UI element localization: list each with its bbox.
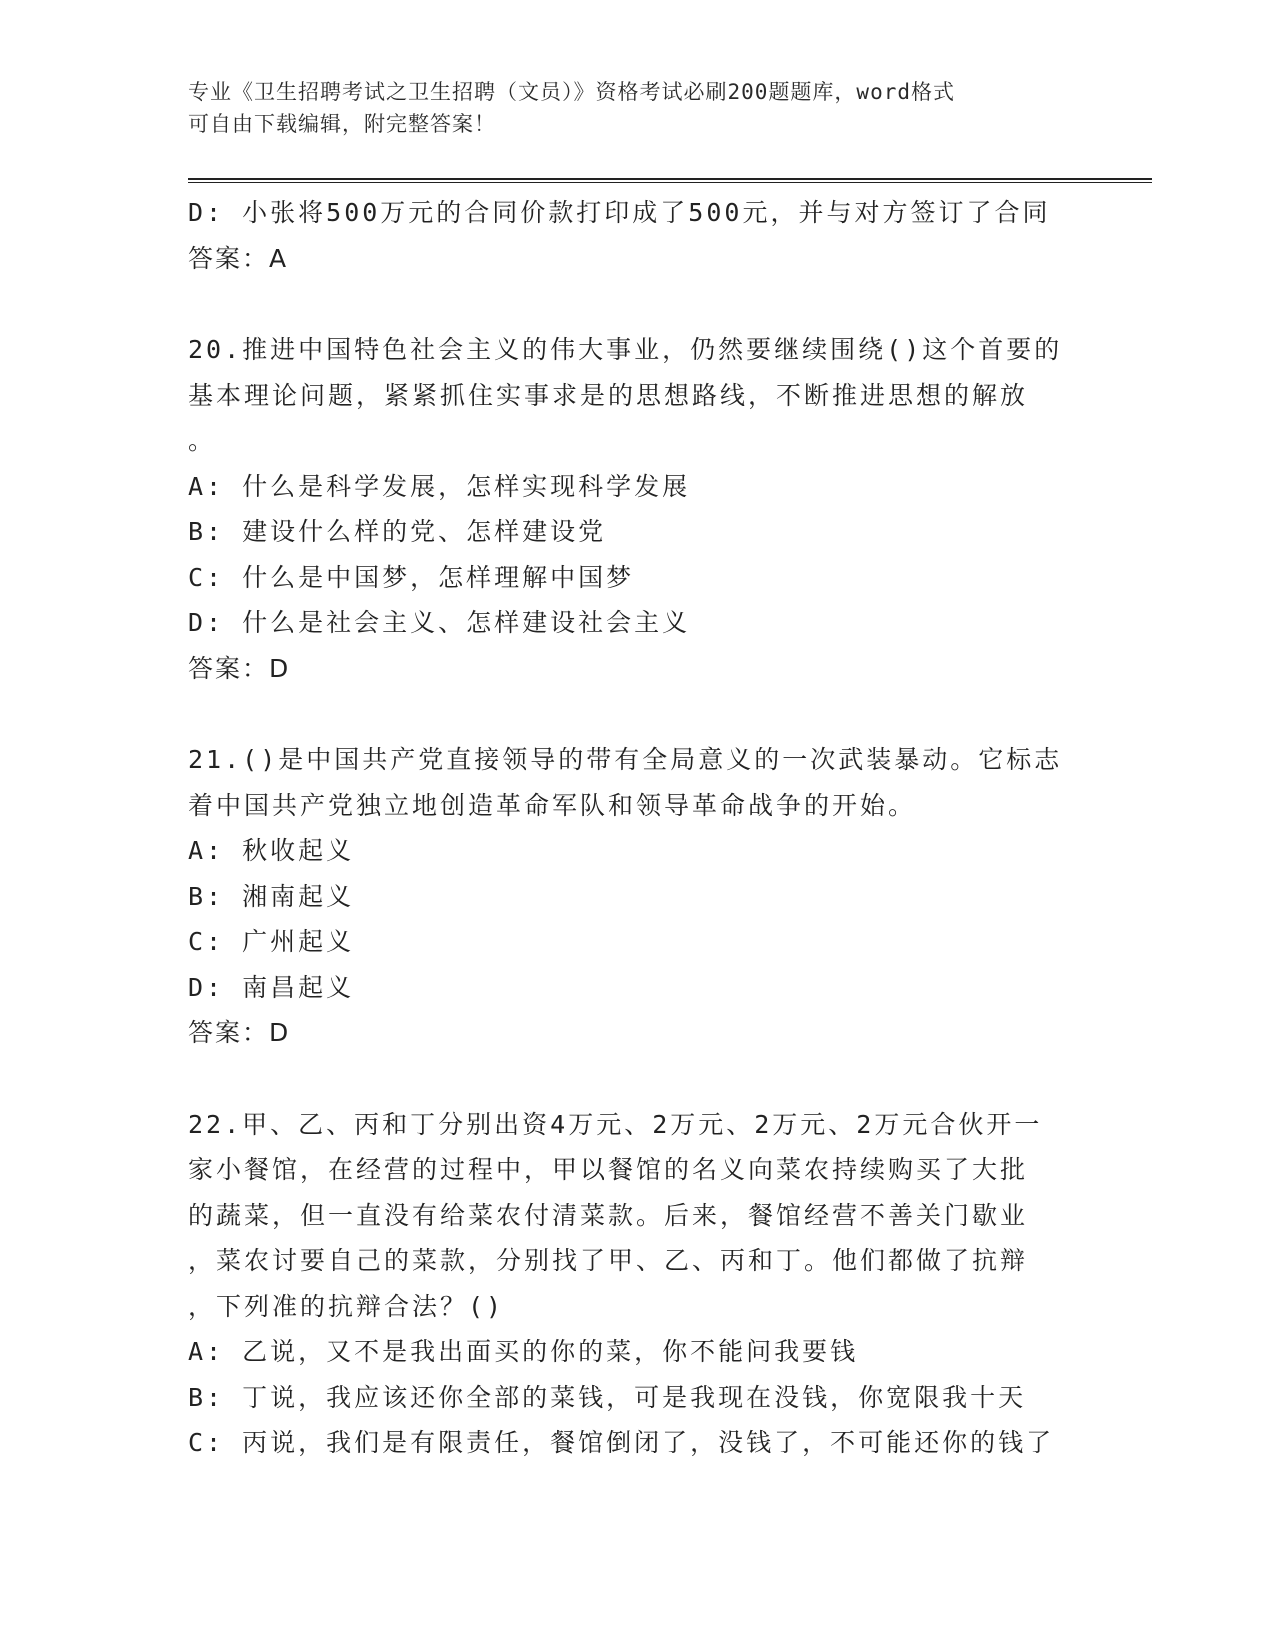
question-stem-line: 着中国共产党独立地创造革命军队和领导革命战争的开始。 (188, 790, 917, 820)
option-d: D: 什么是社会主义、怎样建设社会主义 (188, 608, 691, 637)
answer: 答案：A (188, 243, 289, 273)
question-stem-line: 20.推进中国特色社会主义的伟大事业，仍然要继续围绕()这个首要的 (188, 335, 1063, 364)
option-d: D: 南昌起义 (188, 972, 355, 1002)
option-a: A: 乙说，又不是我出面买的你的菜，你不能问我要钱 (188, 1337, 859, 1366)
question-stem-line: 家小餐馆，在经营的过程中，甲以餐馆的名义向菜农持续购买了大批 (188, 1155, 1029, 1184)
question-stem-line: 。 (188, 426, 217, 455)
question-stem-line: 基本理论问题，紧紧抓住实事求是的思想路线，不断推进思想的解放 (188, 380, 1029, 410)
answer: 答案：D (188, 653, 291, 683)
question-21 (188, 737, 1088, 1056)
answer: 答案：D (188, 1018, 291, 1047)
question-stem-line: ，下列准的抗辩合法？() (188, 1291, 505, 1321)
question-19 (188, 190, 1088, 281)
question-stem-line: 的蔬菜，但一直没有给菜农付清菜款。后来，餐馆经营不善关门歇业 (188, 1200, 1029, 1230)
option-b: B: 建设什么样的党、怎样建设党 (188, 517, 607, 546)
question-20 (188, 327, 1088, 691)
header-line-2: 可自由下载编辑，附完整答案！ (188, 112, 496, 136)
option-a: A: 什么是科学发展，怎样实现科学发展 (188, 471, 691, 501)
option-a: A: 秋收起义 (188, 836, 355, 865)
header-line-1: 专业《卫生招聘考试之卫生招聘（文员）》资格考试必刷200题题库，word格式 (188, 80, 955, 104)
header-divider (188, 178, 1152, 184)
question-stem-line: ，菜农讨要自己的菜款，分别找了甲、乙、丙和丁。他们都做了抗辩 (188, 1246, 1029, 1275)
option-d: D: 小张将500万元的合同价款打印成了500元，并与对方签订了合同 (188, 198, 1051, 227)
option-b: B: 丁说，我应该还你全部的菜钱，可是我现在没钱，你宽限我十天 (188, 1382, 1027, 1412)
question-stem-line: 22.甲、乙、丙和丁分别出资4万元、2万元、2万元、2万元合伙开一 (188, 1109, 1043, 1139)
option-c: C: 丙说，我们是有限责任，餐馆倒闭了，没钱了，不可能还你的钱了 (188, 1428, 1055, 1457)
question-content (188, 190, 1088, 1466)
option-c: C: 广州起义 (188, 927, 355, 956)
option-b: B: 湘南起义 (188, 881, 355, 911)
document-header (188, 76, 1068, 140)
question-22 (188, 1102, 1088, 1466)
question-stem-line: 21.()是中国共产党直接领导的带有全局意义的一次武装暴动。它标志 (188, 745, 1063, 774)
option-c: C: 什么是中国梦，怎样理解中国梦 (188, 562, 635, 592)
